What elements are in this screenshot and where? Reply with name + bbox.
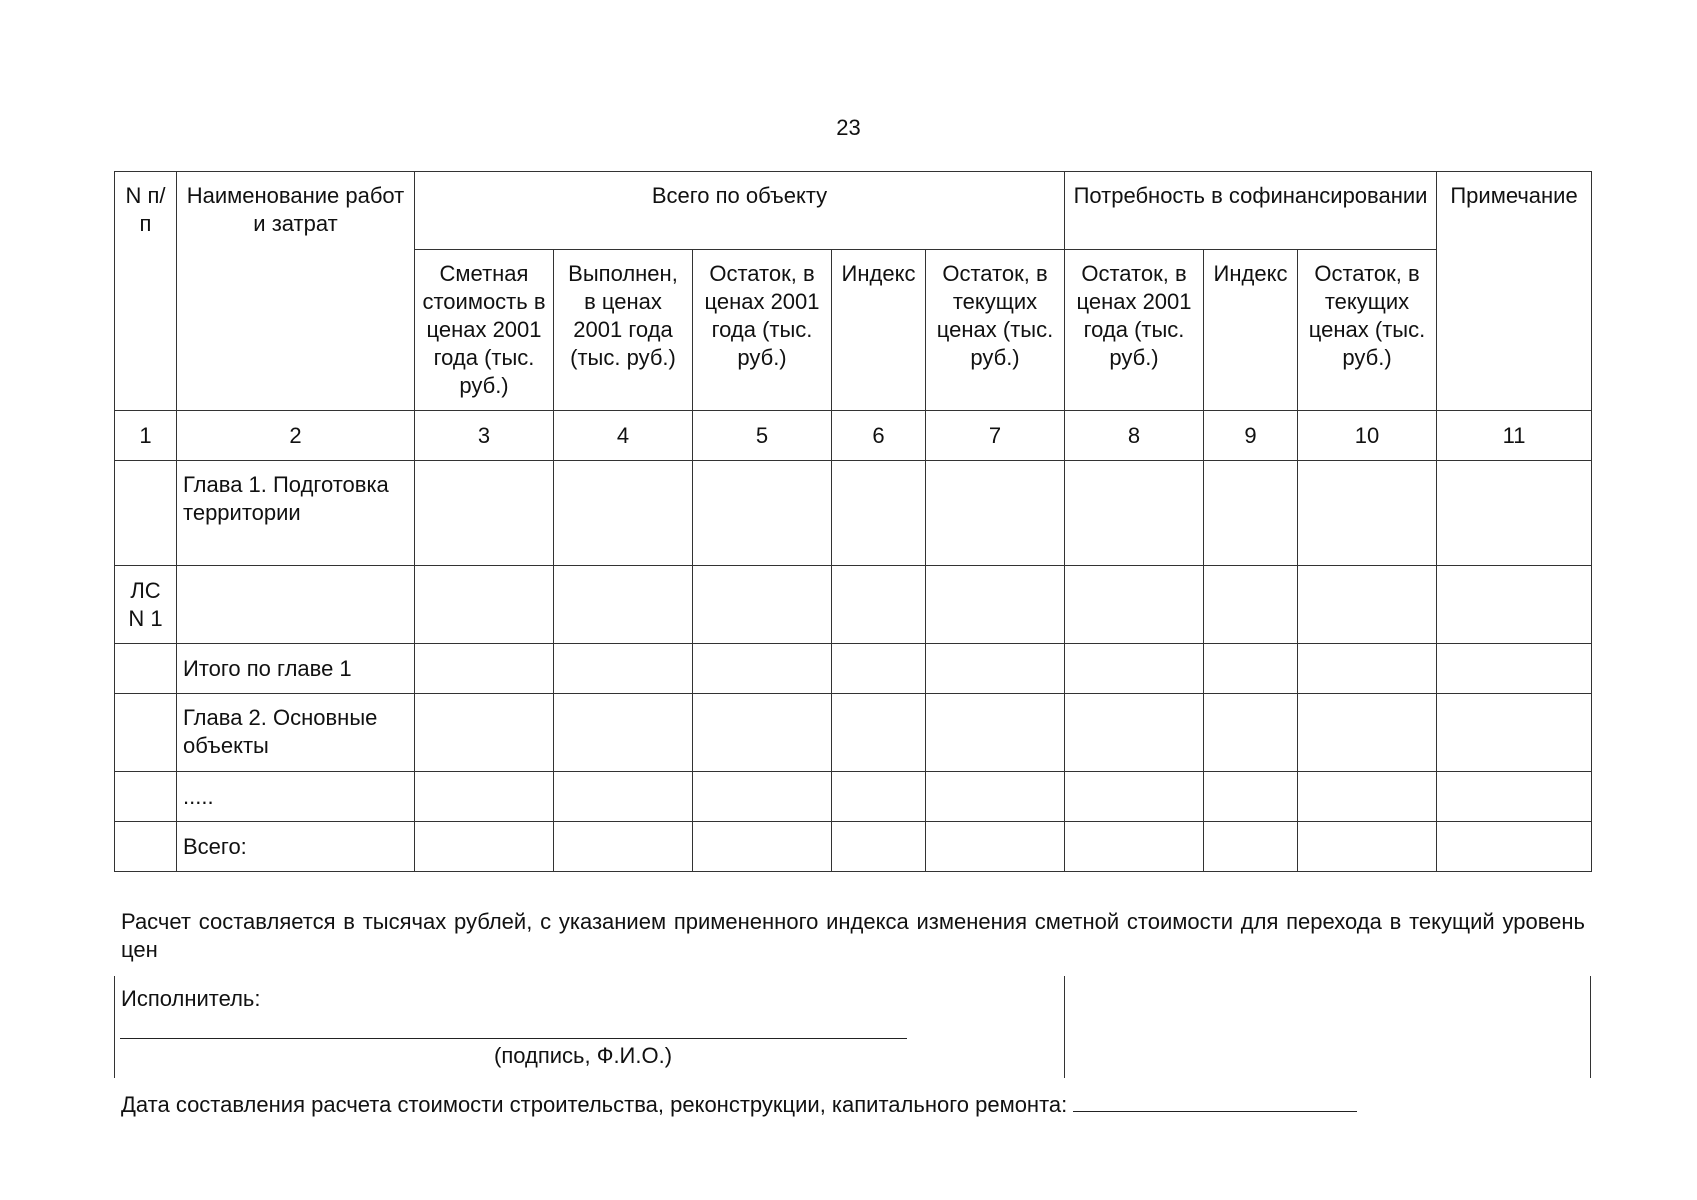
row-num bbox=[115, 772, 177, 822]
column-number: 3 bbox=[415, 411, 554, 461]
row-num bbox=[115, 822, 177, 872]
header-group-total: Всего по объекту bbox=[415, 172, 1065, 250]
row-name: ..... bbox=[177, 772, 415, 822]
header-note: Примечание bbox=[1437, 172, 1592, 411]
header-num: N п/п bbox=[115, 172, 177, 411]
column-number: 11 bbox=[1437, 411, 1592, 461]
column-number: 9 bbox=[1204, 411, 1298, 461]
row-name: Глава 2. Основные объекты bbox=[177, 694, 415, 772]
date-line bbox=[121, 1091, 1357, 1118]
column-number: 7 bbox=[926, 411, 1065, 461]
column-number: 1 bbox=[115, 411, 177, 461]
signature-block-divider bbox=[1064, 976, 1065, 1078]
header-cofin-index: Индекс bbox=[1204, 250, 1298, 411]
date-label: Дата составления расчета стоимости строительства, реконструкции, капитального ремонта: bbox=[121, 1092, 1068, 1117]
column-number: 10 bbox=[1298, 411, 1437, 461]
row-num bbox=[115, 461, 177, 566]
header-index: Индекс bbox=[832, 250, 926, 411]
row-num: ЛС N 1 bbox=[115, 566, 177, 644]
signature-block-left-border bbox=[114, 976, 115, 1078]
header-group-cofinancing: Потребность в софинансировании bbox=[1065, 172, 1437, 250]
header-cofin-remainder-2001: Остаток, в ценах 2001 года (тыс. руб.) bbox=[1065, 250, 1204, 411]
column-numbers-row bbox=[115, 411, 1592, 461]
header-name: Наименование работ и затрат bbox=[177, 172, 415, 411]
table-row bbox=[115, 772, 1592, 822]
cost-estimate-table bbox=[114, 171, 1592, 872]
signature-line bbox=[120, 1038, 907, 1039]
row-name: Итого по главе 1 bbox=[177, 644, 415, 694]
table-row bbox=[115, 644, 1592, 694]
column-number: 2 bbox=[177, 411, 415, 461]
date-blank-line bbox=[1073, 1091, 1357, 1112]
header-remainder-current: Остаток, в текущих ценах (тыс. руб.) bbox=[926, 250, 1065, 411]
table-row bbox=[115, 694, 1592, 772]
table-row bbox=[115, 822, 1592, 872]
row-num bbox=[115, 694, 177, 772]
row-num bbox=[115, 644, 177, 694]
signature-caption: (подпись, Ф.И.О.) bbox=[494, 1043, 673, 1068]
column-number: 8 bbox=[1065, 411, 1204, 461]
executor-label: Исполнитель: bbox=[121, 986, 261, 1011]
column-number: 4 bbox=[554, 411, 693, 461]
page-number: 23 bbox=[836, 115, 861, 140]
header-estimated-cost: Сметная стоимость в ценах 2001 года (тыс. руб.) bbox=[415, 250, 554, 411]
signature-block bbox=[114, 976, 1591, 1078]
column-number: 6 bbox=[832, 411, 926, 461]
table-row bbox=[115, 461, 1592, 566]
header-cofin-remainder-current: Остаток, в текущих ценах (тыс. руб.) bbox=[1298, 250, 1437, 411]
column-number: 5 bbox=[693, 411, 832, 461]
calculation-note: Расчет составляется в тысячах рублей, с указанием примененного индекса изменения сметной стоимости для перехода в текущий уровень цен bbox=[121, 909, 1585, 962]
row-name: Всего: bbox=[177, 822, 415, 872]
row-name: Глава 1. Подготовка территории bbox=[177, 461, 415, 566]
table-row bbox=[115, 566, 1592, 644]
signature-block-right-border bbox=[1590, 976, 1591, 1078]
header-completed: Выполнен, в ценах 2001 года (тыс. руб.) bbox=[554, 250, 693, 411]
header-remainder-2001: Остаток, в ценах 2001 года (тыс. руб.) bbox=[693, 250, 832, 411]
row-name bbox=[177, 566, 415, 644]
